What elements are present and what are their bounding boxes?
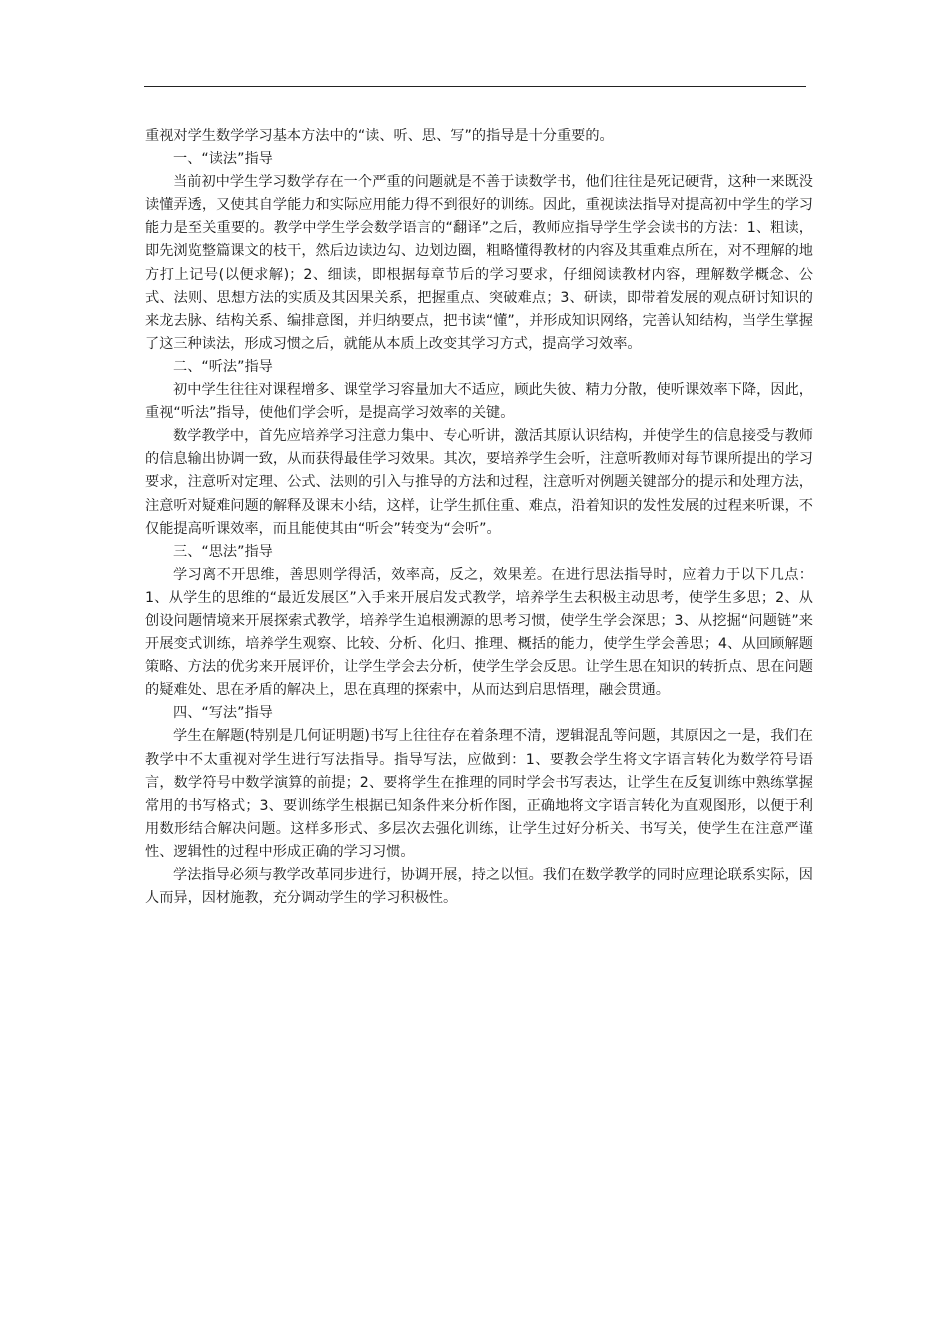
document-body [145, 125, 813, 910]
paragraph-reading: 当前初中学生学习数学存在一个严重的问题就是不善于读数学书，他们往往是死记硬背，这种一来既没读懂弄透，又使其自学能力和实际应用能力得不到很好的训练。因此，重视读法指导对提高初中学生的学习能力是至关重要的。教学中学生学会数学语言的“翻译”之后，教师应指导学生学会读书的方法：1、粗读，即先浏览整篇课文的枝干，然后边读边勾、边划边圈，粗略懂得教材的内容及其重难点所在，对不理解的地方打上记号(以便求解)；2、细读，即根据每章节后的学习要求，仔细阅读教材内容，理解数学概念、公式、法则、思想方法的实质及其因果关系，把握重点、突破难点；3、研读，即带着发展的观点研讨知识的来龙去脉、结构关系、编排意图，并归纳要点，把书读“懂”，并形成知识网络，完善认知结构，当学生掌握了这三种读法，形成习惯之后，就能从本质上改变其学习方式，提高学习效率。 [145, 174, 813, 352]
section-heading-thinking: 三、“思法”指导 [173, 543, 273, 560]
section-heading-listening: 二、“听法”指导 [173, 358, 273, 375]
conclusion-paragraph: 学法指导必须与教学改革同步进行，协调开展，持之以恒。我们在数学教学的同时应理论联系实际，因人而异，因材施教，充分调动学生的学习积极性。 [145, 867, 813, 907]
section-heading-writing: 四、“写法”指导 [173, 705, 273, 722]
section-heading-reading: 一、“读法”指导 [173, 151, 273, 168]
paragraph-thinking: 学习离不开思维，善思则学得活，效率高，反之，效果差。在进行思法指导时，应着力于以下几点：1、从学生的思维的“最近发展区”入手来开展启发式教学，培养学生去积极主动思考，使学生多思；2、从创设问题情境来开展探索式教学，培养学生追根溯源的思考习惯，使学生学会深思；3、从挖掘“问题链”来开展变式训练，培养学生观察、比较、分析、化归、推理、概括的能力，使学生学会善思；4、从回顾解题策略、方法的优劣来开展评价，让学生学会去分析，使学生学会反思。让学生思在知识的转折点、思在问题的疑难处、思在矛盾的解决上，思在真理的探索中，从而达到启思悟理，融会贯通。 [145, 566, 813, 699]
paragraph-listening-2: 数学教学中，首先应培养学习注意力集中、专心听讲，激活其原认识结构，并使学生的信息接受与教师的信息输出协调一致，从而获得最佳学习效果。其次，要培养学生会听，注意听教师对每节课所提出的学习要求，注意听对定理、公式、法则的引入与推导的方法和过程，注意听对例题关键部分的提示和处理方法，注意听对疑难问题的解释及课末小结，这样，让学生抓住重、难点，沿着知识的发性发展的过程来听课，不仅能提高听课效率，而且能使其由“听会”转变为“会听”。 [145, 428, 813, 537]
paragraph-writing: 学生在解题(特别是几何证明题)书写上往往存在着条理不清，逻辑混乱等问题，其原因之一是，我们在教学中不太重视对学生进行写法指导。指导写法，应做到：1、要教会学生将文字语言转化为数学符号语言，数学符号中数学演算的前提；2、要将学生在推理的同时学会书写表达，让学生在反复训练中熟练掌握常用的书写格式；3、要训练学生根据已知条件来分析作图，正确地将文字语言转化为直观图形，以便于利用数形结合解决问题。这样多形式、多层次去强化训练，让学生过好分析关、书写关，使学生在注意严谨性、逻辑性的过程中形成正确的学习习惯。 [145, 728, 813, 860]
header-rule [144, 86, 806, 87]
paragraph-listening-1: 初中学生往往对课程增多、课堂学习容量加大不适应，顾此失彼、精力分散，使听课效率下降，因此，重视“听法”指导，使他们学会听，是提高学习效率的关键。 [145, 382, 813, 422]
intro-paragraph: 重视对学生数学学习基本方法中的“读、听、思、写”的指导是十分重要的。 [145, 128, 614, 144]
